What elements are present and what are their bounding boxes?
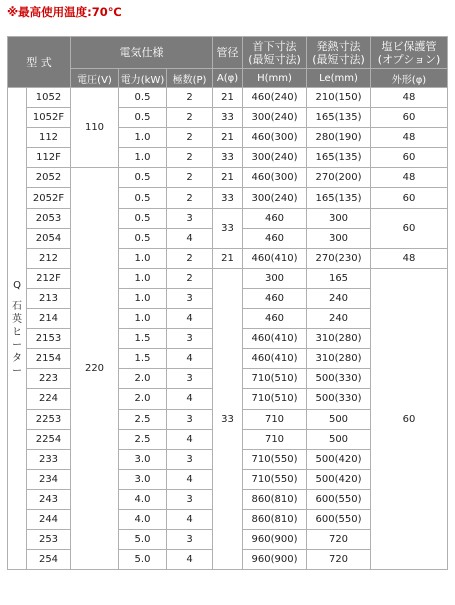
power-cell: 1.5 bbox=[119, 329, 167, 349]
power-cell: 0.5 bbox=[119, 208, 167, 228]
table-row bbox=[8, 88, 448, 108]
header-voltage: 電圧(V) bbox=[71, 69, 119, 88]
h-cell: 710(510) bbox=[243, 389, 307, 409]
poles-cell: 4 bbox=[167, 349, 213, 369]
pvc-cell: 60 bbox=[371, 208, 448, 248]
model-cell: 112 bbox=[27, 128, 71, 148]
model-cell: 2054 bbox=[27, 228, 71, 248]
h-cell: 710 bbox=[243, 429, 307, 449]
le-cell: 165(135) bbox=[307, 188, 371, 208]
model-cell: 1052F bbox=[27, 108, 71, 128]
le-cell: 500 bbox=[307, 429, 371, 449]
h-cell: 460(240) bbox=[243, 88, 307, 108]
le-cell: 500(330) bbox=[307, 389, 371, 409]
h-cell: 710(510) bbox=[243, 369, 307, 389]
h-cell: 460 bbox=[243, 208, 307, 228]
h-cell: 460(410) bbox=[243, 248, 307, 268]
poles-cell: 4 bbox=[167, 309, 213, 329]
poles-cell: 4 bbox=[167, 228, 213, 248]
poles-cell: 2 bbox=[167, 108, 213, 128]
power-cell: 2.5 bbox=[119, 409, 167, 429]
series-label bbox=[8, 88, 27, 570]
poles-cell: 4 bbox=[167, 509, 213, 529]
le-cell: 165 bbox=[307, 268, 371, 288]
poles-cell: 4 bbox=[167, 429, 213, 449]
header-poles: 極数(P) bbox=[167, 69, 213, 88]
header-power: 電力(kW) bbox=[119, 69, 167, 88]
pvc-cell: 60 bbox=[371, 188, 448, 208]
poles-cell: 2 bbox=[167, 268, 213, 288]
power-cell: 3.0 bbox=[119, 469, 167, 489]
le-cell: 720 bbox=[307, 550, 371, 570]
h-cell: 460 bbox=[243, 228, 307, 248]
diameter-cell: 21 bbox=[213, 168, 243, 188]
header-electrical: 電気仕様 bbox=[71, 37, 213, 69]
pvc-cell: 60 bbox=[371, 148, 448, 168]
power-cell: 2.0 bbox=[119, 389, 167, 409]
power-cell: 4.0 bbox=[119, 489, 167, 509]
pvc-cell: 60 bbox=[371, 108, 448, 128]
series-label-char: 英 bbox=[12, 314, 22, 326]
diameter-cell: 33 bbox=[213, 208, 243, 248]
model-cell: 224 bbox=[27, 389, 71, 409]
header-pvc-tube: 塩ビ保護管 (オプション) bbox=[371, 37, 448, 69]
power-cell: 0.5 bbox=[119, 108, 167, 128]
h-cell: 460(300) bbox=[243, 128, 307, 148]
h-cell: 710(550) bbox=[243, 469, 307, 489]
diameter-cell: 21 bbox=[213, 248, 243, 268]
le-cell: 270(200) bbox=[307, 168, 371, 188]
model-cell: 2253 bbox=[27, 409, 71, 429]
series-label-char: タ bbox=[12, 353, 22, 365]
series-label-char: Q bbox=[13, 280, 21, 292]
table-row bbox=[8, 168, 448, 188]
h-cell: 460(410) bbox=[243, 329, 307, 349]
h-cell: 300(240) bbox=[243, 188, 307, 208]
poles-cell: 3 bbox=[167, 329, 213, 349]
poles-cell: 4 bbox=[167, 389, 213, 409]
voltage-cell: 220 bbox=[71, 168, 119, 570]
pvc-cell: 48 bbox=[371, 88, 448, 108]
poles-cell: 3 bbox=[167, 409, 213, 429]
h-cell: 300(240) bbox=[243, 108, 307, 128]
le-cell: 310(280) bbox=[307, 329, 371, 349]
power-cell: 1.0 bbox=[119, 288, 167, 308]
series-label-char: ー bbox=[12, 366, 22, 378]
poles-cell: 3 bbox=[167, 530, 213, 550]
le-cell: 310(280) bbox=[307, 349, 371, 369]
poles-cell: 2 bbox=[167, 88, 213, 108]
series-label-char: ヒ bbox=[12, 327, 22, 339]
poles-cell: 3 bbox=[167, 449, 213, 469]
poles-cell: 3 bbox=[167, 489, 213, 509]
h-cell: 710 bbox=[243, 409, 307, 429]
header-row-2 bbox=[8, 69, 448, 88]
pvc-cell: 48 bbox=[371, 128, 448, 148]
power-cell: 1.0 bbox=[119, 148, 167, 168]
power-cell: 0.5 bbox=[119, 188, 167, 208]
diameter-cell: 21 bbox=[213, 88, 243, 108]
header-tube-diameter: 管径 bbox=[213, 37, 243, 69]
header-diameter-unit: A(φ) bbox=[213, 69, 243, 88]
header-type: 型 式 bbox=[8, 37, 71, 88]
power-cell: 0.5 bbox=[119, 228, 167, 248]
power-cell: 1.5 bbox=[119, 349, 167, 369]
model-cell: 212 bbox=[27, 248, 71, 268]
header-row-1 bbox=[8, 37, 448, 69]
le-cell: 500(330) bbox=[307, 369, 371, 389]
power-cell: 1.0 bbox=[119, 248, 167, 268]
header-h-unit: H(mm) bbox=[243, 69, 307, 88]
poles-cell: 3 bbox=[167, 208, 213, 228]
le-cell: 720 bbox=[307, 530, 371, 550]
poles-cell: 2 bbox=[167, 248, 213, 268]
power-cell: 0.5 bbox=[119, 88, 167, 108]
h-cell: 300 bbox=[243, 268, 307, 288]
h-cell: 710(550) bbox=[243, 449, 307, 469]
header-hang-length: 首下寸法 (最短寸法) bbox=[243, 37, 307, 69]
le-cell: 280(190) bbox=[307, 128, 371, 148]
le-cell: 300 bbox=[307, 228, 371, 248]
le-cell: 270(230) bbox=[307, 248, 371, 268]
power-cell: 2.0 bbox=[119, 369, 167, 389]
le-cell: 165(135) bbox=[307, 108, 371, 128]
model-cell: 2053 bbox=[27, 208, 71, 228]
pvc-cell: 60 bbox=[371, 268, 448, 569]
header-outer-diameter: 外形(φ) bbox=[371, 69, 448, 88]
diameter-cell: 33 bbox=[213, 268, 243, 569]
model-cell: 112F bbox=[27, 148, 71, 168]
power-cell: 1.0 bbox=[119, 128, 167, 148]
model-cell: 243 bbox=[27, 489, 71, 509]
h-cell: 460 bbox=[243, 309, 307, 329]
le-cell: 210(150) bbox=[307, 88, 371, 108]
model-cell: 214 bbox=[27, 309, 71, 329]
le-cell: 500(420) bbox=[307, 469, 371, 489]
model-cell: 2153 bbox=[27, 329, 71, 349]
model-cell: 2052F bbox=[27, 188, 71, 208]
le-cell: 600(550) bbox=[307, 489, 371, 509]
h-cell: 860(810) bbox=[243, 509, 307, 529]
le-cell: 300 bbox=[307, 208, 371, 228]
power-cell: 5.0 bbox=[119, 530, 167, 550]
h-cell: 300(240) bbox=[243, 148, 307, 168]
le-cell: 500(420) bbox=[307, 449, 371, 469]
poles-cell: 2 bbox=[167, 168, 213, 188]
power-cell: 2.5 bbox=[119, 429, 167, 449]
pvc-cell: 48 bbox=[371, 248, 448, 268]
power-cell: 4.0 bbox=[119, 509, 167, 529]
model-cell: 253 bbox=[27, 530, 71, 550]
power-cell: 3.0 bbox=[119, 449, 167, 469]
diameter-cell: 33 bbox=[213, 148, 243, 168]
h-cell: 460(300) bbox=[243, 168, 307, 188]
poles-cell: 4 bbox=[167, 550, 213, 570]
h-cell: 960(900) bbox=[243, 530, 307, 550]
poles-cell: 3 bbox=[167, 288, 213, 308]
power-cell: 1.0 bbox=[119, 309, 167, 329]
diameter-cell: 33 bbox=[213, 188, 243, 208]
model-cell: 1052 bbox=[27, 88, 71, 108]
pvc-cell: 48 bbox=[371, 168, 448, 188]
power-cell: 1.0 bbox=[119, 268, 167, 288]
model-cell: 213 bbox=[27, 288, 71, 308]
h-cell: 960(900) bbox=[243, 550, 307, 570]
heater-spec-table bbox=[7, 36, 448, 570]
le-cell: 600(550) bbox=[307, 509, 371, 529]
poles-cell: 2 bbox=[167, 128, 213, 148]
poles-cell: 2 bbox=[167, 148, 213, 168]
power-cell: 5.0 bbox=[119, 550, 167, 570]
table-body bbox=[8, 37, 448, 570]
poles-cell: 2 bbox=[167, 188, 213, 208]
max-temperature-note: ※最高使用温度:70℃ bbox=[7, 5, 122, 19]
series-label-char: ー bbox=[12, 340, 22, 352]
h-cell: 460 bbox=[243, 288, 307, 308]
h-cell: 460(410) bbox=[243, 349, 307, 369]
model-cell: 2052 bbox=[27, 168, 71, 188]
voltage-cell: 110 bbox=[71, 88, 119, 168]
header-heat-length: 発熱寸法 (最短寸法) bbox=[307, 37, 371, 69]
model-cell: 2254 bbox=[27, 429, 71, 449]
model-cell: 212F bbox=[27, 268, 71, 288]
poles-cell: 4 bbox=[167, 469, 213, 489]
h-cell: 860(810) bbox=[243, 489, 307, 509]
le-cell: 500 bbox=[307, 409, 371, 429]
diameter-cell: 21 bbox=[213, 128, 243, 148]
diameter-cell: 33 bbox=[213, 108, 243, 128]
model-cell: 254 bbox=[27, 550, 71, 570]
model-cell: 234 bbox=[27, 469, 71, 489]
model-cell: 2154 bbox=[27, 349, 71, 369]
le-cell: 240 bbox=[307, 309, 371, 329]
series-label-char: 石 bbox=[12, 301, 22, 313]
power-cell: 0.5 bbox=[119, 168, 167, 188]
model-cell: 244 bbox=[27, 509, 71, 529]
le-cell: 240 bbox=[307, 288, 371, 308]
model-cell: 233 bbox=[27, 449, 71, 469]
header-le-unit: Le(mm) bbox=[307, 69, 371, 88]
model-cell: 223 bbox=[27, 369, 71, 389]
poles-cell: 3 bbox=[167, 369, 213, 389]
le-cell: 165(135) bbox=[307, 148, 371, 168]
